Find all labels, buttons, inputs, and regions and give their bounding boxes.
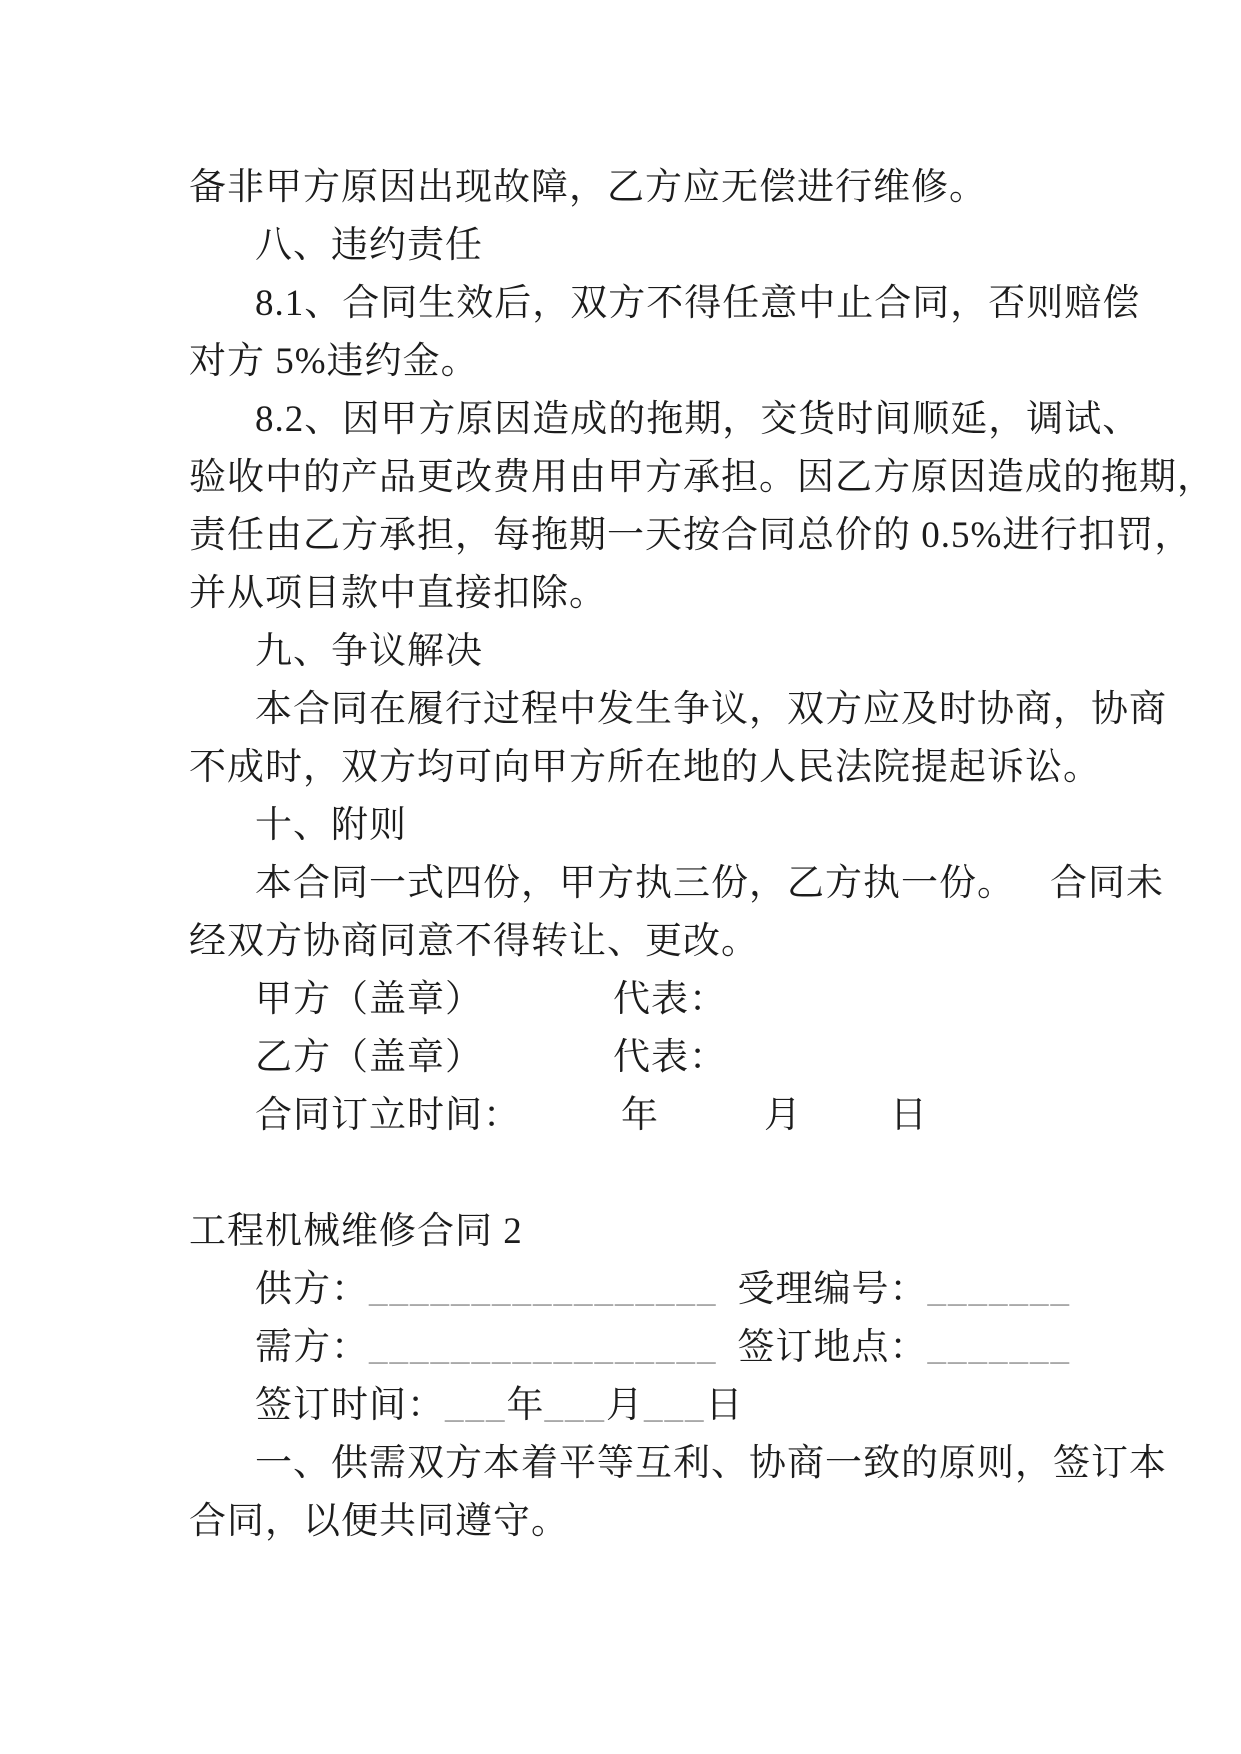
document-content — [189, 159, 1215, 1551]
text-segment: 签订地点： — [737, 1327, 928, 1368]
text-segment: 代表： — [613, 1037, 727, 1078]
clause-10-heading — [189, 797, 1081, 855]
fill-in-blank-underscore: _______ — [927, 1269, 1071, 1310]
text-segment: 责任由乙方承担，每拖期一天按合同总价的 0.5%进行扣罚， — [189, 515, 1193, 556]
clause-8-2-line — [189, 507, 1193, 565]
text-segment: 本合同一式四份，甲方执三份，乙方执一份。 — [255, 863, 1015, 904]
text-segment: 九、争议解决 — [255, 631, 483, 672]
party-b-seal-line — [189, 1029, 1081, 1087]
text-segment: 代表： — [613, 979, 727, 1020]
text-segment: 年 — [621, 1095, 659, 1136]
text-segment: 本合同在履行过程中发生争议，双方应及时协商，协商 — [255, 689, 1167, 730]
text-segment: 甲方（盖章） — [255, 979, 483, 1020]
clause-8-2-line — [189, 449, 1215, 507]
fill-in-blank-underscore: ___ — [544, 1385, 606, 1426]
clause-8-2-line — [189, 391, 1141, 449]
text-segment: 验收中的产品更改费用由甲方承担。因乙方原因造成的拖期， — [189, 457, 1215, 498]
clause-9-line — [189, 739, 1101, 797]
buyer-line — [189, 1319, 1081, 1377]
clause-8-1-line — [189, 333, 1081, 391]
fill-in-blank-underscore: _________________ — [369, 1269, 718, 1310]
clause-8-1-line — [189, 275, 1141, 333]
fill-in-blank-underscore: ___ — [445, 1385, 507, 1426]
text-segment: 签订时间： — [255, 1385, 445, 1426]
text-segment: 合同未 — [1050, 863, 1164, 904]
text-segment: 8.1、合同生效后，双方不得任意中止合同，否则赔偿 — [255, 283, 1141, 324]
text-segment: 备非甲方原因出现故障，乙方应无偿进行维修。 — [189, 167, 987, 208]
text-segment: 并从项目款中直接扣除。 — [189, 573, 607, 614]
text-segment: 一、供需双方本着平等互利、协商一致的原则，签订本 — [255, 1443, 1167, 1484]
text-segment: 合同订立时间： — [255, 1095, 521, 1136]
text-segment: 日 — [705, 1385, 744, 1426]
text-segment: 8.2、因甲方原因造成的拖期，交货时间顺延，调试、 — [255, 399, 1141, 440]
clause-8-heading — [189, 217, 1081, 275]
text-segment: 受理编号： — [737, 1269, 928, 1310]
fill-in-blank-underscore: ___ — [644, 1385, 706, 1426]
supplier-line — [189, 1261, 1081, 1319]
fill-in-blank-underscore: _________________ — [369, 1327, 718, 1368]
body-line — [189, 159, 1081, 217]
text-segment: 日 — [890, 1095, 928, 1136]
text-segment: 年 — [506, 1385, 545, 1426]
blank-line — [189, 1145, 1081, 1203]
clause-10-line — [189, 913, 1081, 971]
clause-9-line — [189, 681, 1167, 739]
text-segment: 合同，以便共同遵守。 — [189, 1501, 569, 1542]
text-segment: 对方 5%违约金。 — [189, 341, 479, 382]
clause-1-line — [189, 1493, 1081, 1551]
signing-time-line — [189, 1377, 1081, 1435]
text-segment: 工程机械维修合同 2 — [189, 1211, 523, 1252]
clause-10-line — [189, 855, 1164, 913]
text-segment: 不成时，双方均可向甲方所在地的人民法院提起诉讼。 — [189, 747, 1101, 788]
fill-in-blank-underscore: _______ — [927, 1327, 1071, 1368]
text-segment: 月 — [606, 1385, 644, 1426]
clause-9-heading — [189, 623, 1081, 681]
party-a-seal-line — [189, 971, 1081, 1029]
text-segment: 十、附则 — [255, 805, 407, 846]
clause-1-line — [189, 1435, 1167, 1493]
clause-8-2-line — [189, 565, 1081, 623]
contract-date-line — [189, 1087, 1081, 1145]
text-segment: 乙方（盖章） — [255, 1037, 483, 1078]
text-segment: 需方： — [255, 1327, 369, 1368]
text-segment: 八、违约责任 — [255, 225, 483, 266]
section-2-heading — [189, 1203, 1081, 1261]
text-segment: 经双方协商同意不得转让、更改。 — [189, 921, 759, 962]
text-segment: 月 — [764, 1095, 802, 1136]
text-segment: 供方： — [255, 1269, 369, 1310]
